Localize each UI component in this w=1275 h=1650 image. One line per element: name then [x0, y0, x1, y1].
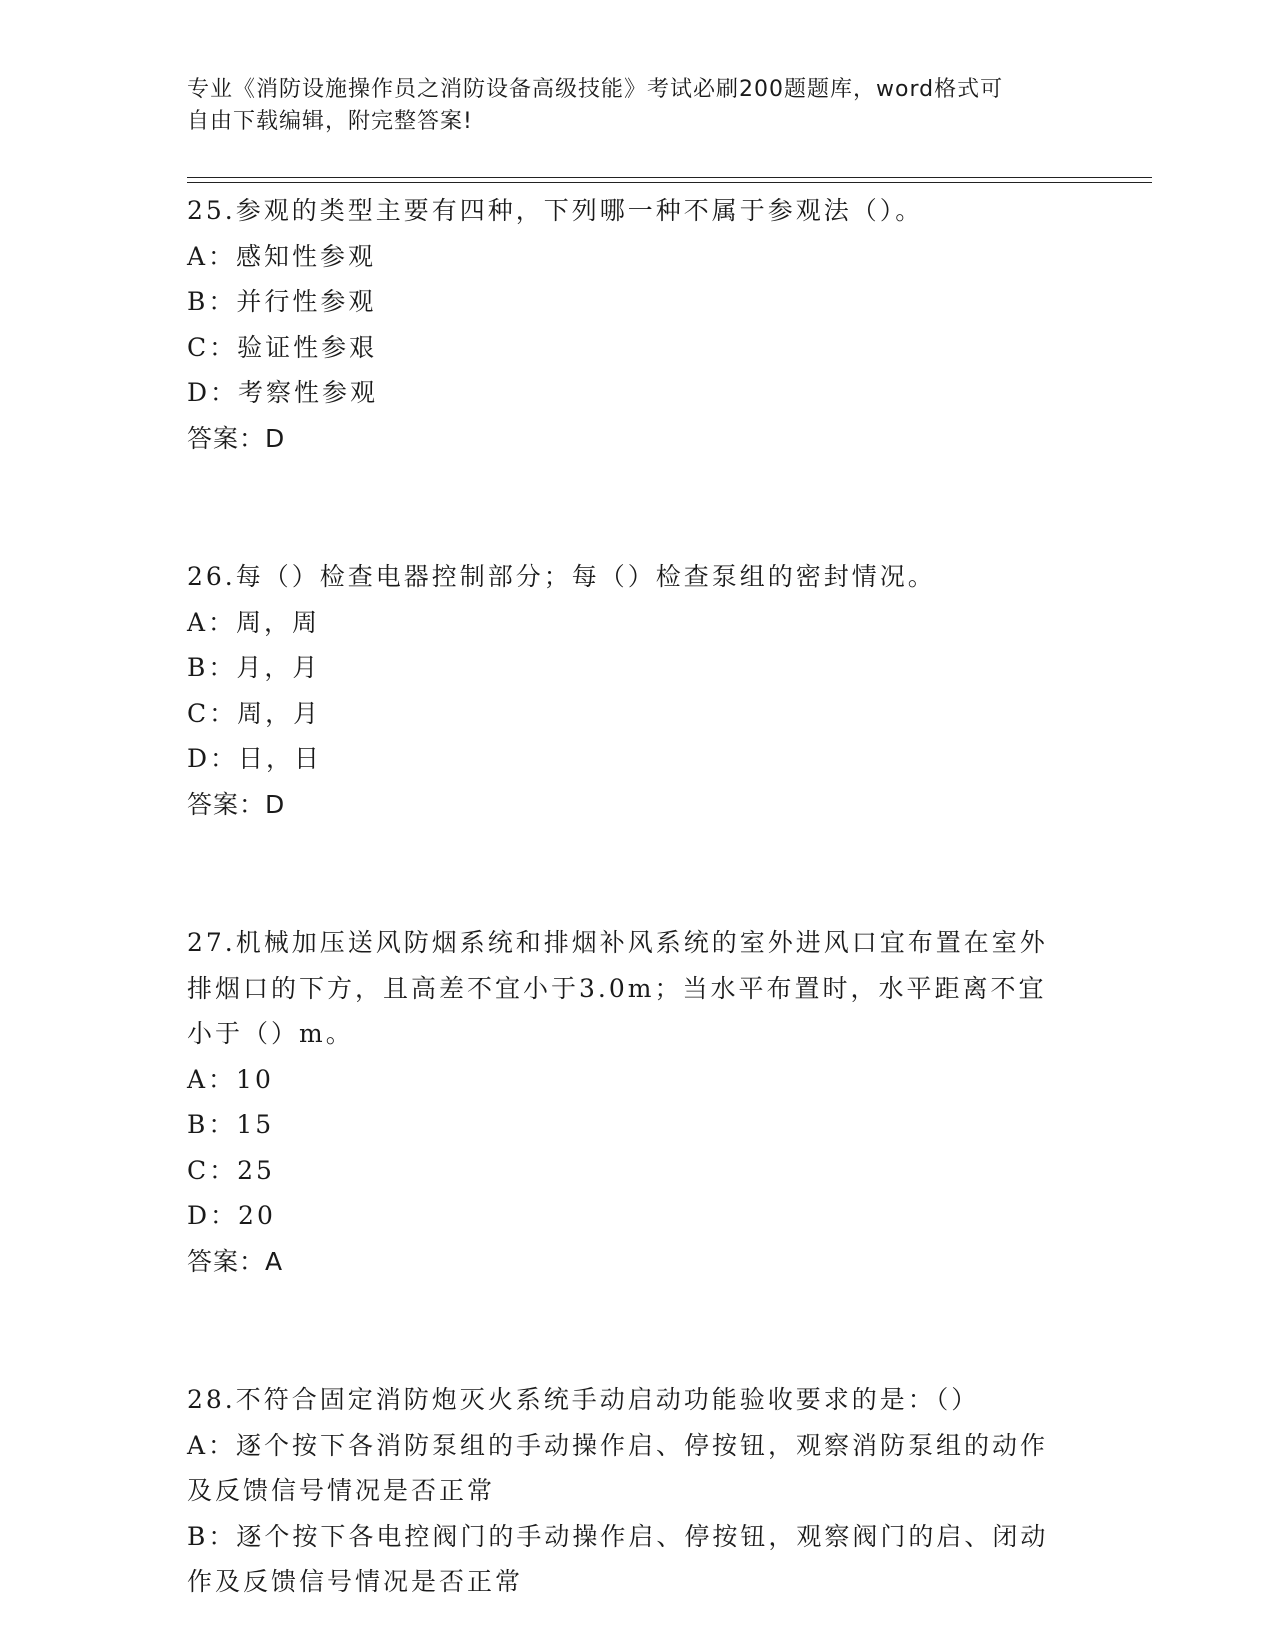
question-28	[187, 1377, 1087, 1605]
option-b: B：15	[187, 1110, 275, 1139]
option-d: D：日，日	[187, 744, 323, 773]
question-stem: 25.参观的类型主要有四种，下列哪一种不属于参观法（）。	[187, 196, 924, 225]
answer: 答案：D	[187, 423, 286, 453]
option-c: C：验证性参艰	[187, 332, 378, 362]
question-list	[187, 188, 1087, 1605]
answer: 答案：D	[187, 789, 286, 819]
question-stem-line-2: 排烟口的下方，且高差不宜小于3.0m；当水平布置时，水平距离不宜	[187, 973, 1047, 1003]
option-c: C：25	[187, 1155, 275, 1185]
option-a: A：10	[187, 1064, 274, 1094]
header-divider-bottom	[187, 182, 1152, 183]
question-stem: 26.每（）检查电器控制部分；每（）检查泵组的密封情况。	[187, 562, 936, 591]
header-title-line-2: 自由下载编辑，附完整答案!	[187, 109, 473, 134]
question-stem-line-1: 27.机械加压送风防烟系统和排烟补风系统的室外进风口宜布置在室外	[187, 928, 1048, 957]
option-d: D：20	[187, 1201, 276, 1230]
option-c: C：周，月	[187, 698, 322, 728]
question-stem-line-3: 小于（）m。	[187, 1019, 354, 1048]
question-spacer	[187, 1284, 1087, 1377]
option-a: A：周，周	[187, 607, 321, 637]
question-26	[187, 554, 1087, 827]
option-b-line-2: 作及反馈信号情况是否正常	[187, 1567, 524, 1596]
answer: 答案：A	[187, 1246, 284, 1276]
question-25	[187, 188, 1087, 461]
header-title-line-1: 专业《消防设施操作员之消防设备高级技能》考试必刷200题题库，word格式可	[187, 77, 1004, 102]
option-b-line-1: B：逐个按下各电控阀门的手动操作启、停按钮，观察阀门的启、闭动	[187, 1521, 1049, 1551]
option-a-line-2: 及反馈信号情况是否正常	[187, 1476, 496, 1505]
option-b: B：并行性参观	[187, 287, 377, 316]
header-divider-top	[187, 177, 1152, 178]
option-d: D：考察性参观	[187, 378, 379, 407]
question-spacer	[187, 827, 1087, 920]
document-header	[187, 74, 1067, 138]
option-b: B：月，月	[187, 653, 321, 682]
question-stem: 28.不符合固定消防炮灭火系统手动启动功能验收要求的是：（）	[187, 1385, 980, 1414]
question-spacer	[187, 461, 1087, 554]
option-a: A：感知性参观	[187, 241, 377, 271]
option-a-line-1: A：逐个按下各消防泵组的手动操作启、停按钮，观察消防泵组的动作	[187, 1430, 1049, 1460]
question-27	[187, 920, 1087, 1284]
